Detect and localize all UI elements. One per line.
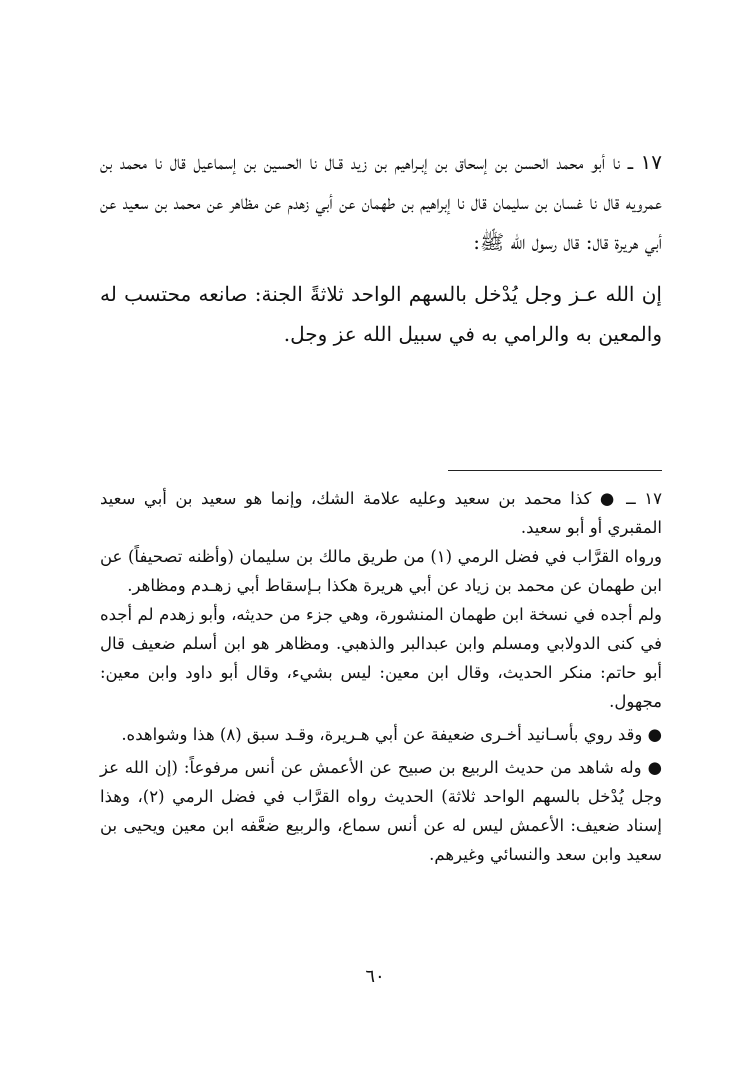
footnote-paragraph: ورواه القرَّاب في فضل الرمي (١) من طريق مالك بن سليمان (وأظنه تصحيفاً) عن ابن طهمان عن محمد بن زياد عن أبي هريرة هكذا بـإسقاط أبي زهـدم ومظاهر.	[100, 547, 662, 595]
hadith-matn-paragraph: إن الله عـز وجل يُدْخل بالسهم الواحد ثلاثةً الجنة: صانعه محتسب له والمعين به والرامي به في سبيل الله عز وجل.	[100, 282, 662, 346]
hadith-isnad-paragraph: ١٧ ــ نا أبو محمد الحسن بن إسحاق بن إبـراهيم بن زيد قـال نا الحسين بن إسماعيل قال نا محمد بن عمرويه قال نا غسان بن سليمان قال نا إبراهيم بن طهمان عن أبي زهدم عن مظاهر عن محمد بن سعيد عن أبي هريرة قال: قال رسول الله ﷺ:	[100, 150, 662, 254]
footnote-divider	[448, 470, 662, 471]
main-text	[100, 142, 662, 354]
page-number: ٦٠	[365, 966, 385, 987]
footnote-paragraph: ١٧ ــ ● كذا محمد بن سعيد وعليه علامة الشك، وإنما هو سعيد بن أبي سعيد المقبري أو أبو سعيد.	[100, 489, 662, 537]
footnote-paragraph: ● وله شاهد من حديث الربيع بن صبيح عن الأعمش عن أنس مرفوعاً: (إن الله عز وجل يُدْخل بالسهم الواحد ثلاثة) الحديث رواه القرَّاب في فضل الرمي (٢)، وهذا إسناد ضعيف: الأعمش ليس له عن أنس سماع، والربيع ضعَّفه ابن معين ويحيى بن سعيد وابن سعد والنسائي وغيرهم.	[100, 758, 662, 864]
footnotes	[100, 484, 662, 869]
footnote-paragraph: ولم أجده في نسخة ابن طهمان المنشورة، وهي جزء من حديثه، وأبو زهدم لم أجده في كنى الدولابي ومسلم وابن عبدالبر والذهبي. ومظاهر هو ابن أسلم ضعيف قال أبو حاتم: منكر الحديث، وقال ابن معين: ليس بشيء، وقال أبو داود وابن معين: مجهول.	[100, 605, 662, 711]
footnote-paragraph: ● وقد روي بأسـانيد أخـرى ضعيفة عن أبي هـريرة، وقـد سبق (٨) هذا وشواهده.	[121, 725, 662, 744]
